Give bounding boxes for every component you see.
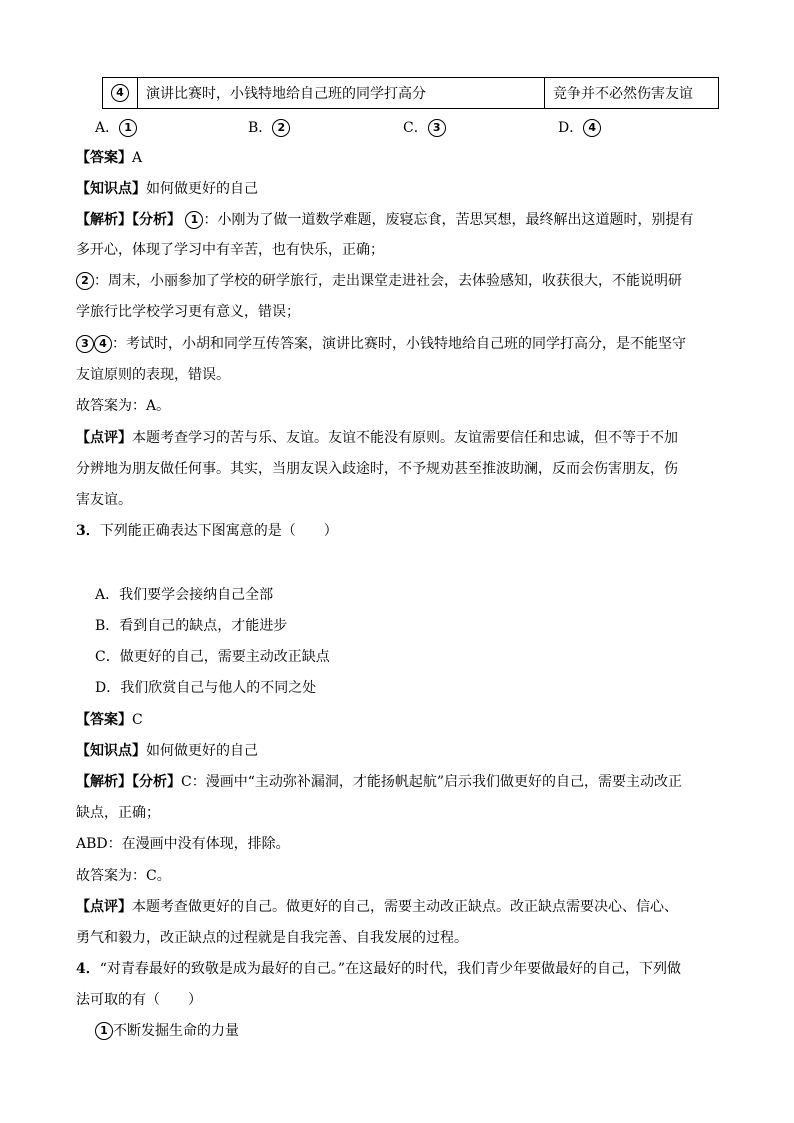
table-row bbox=[103, 78, 719, 109]
q2-analysis-line-3: 2 ：周末，小丽参加了学校的研学旅行，走出课堂走进社会，去体验感知，收获很大，不能说明研 bbox=[76, 271, 682, 291]
row-number-cell bbox=[103, 78, 138, 109]
q4-stem-line-1: 4．“对青春最好的致敬是成为最好的自己。”在这最好的时代，我们青少年要做最好的自己，下列做 bbox=[76, 961, 682, 977]
q2-comment-line-2: 分辨地为朋友做任何事。其实，当朋友误入歧途时，不予规劝甚至推波助澜，反而会伤害朋友，伤 bbox=[76, 461, 678, 477]
q2-analysis-line-4: 学旅行比学校学习更有意义，错误； bbox=[76, 304, 300, 320]
q3-knowledge-point: 【知识点】如何做更好的自己 bbox=[76, 743, 258, 759]
q3-stem: 3．下列能正确表达下图寓意的是（ ） bbox=[76, 523, 338, 539]
q3-comment-line-1: 【点评】本题考查做更好的自己。做更好的自己，需要主动改正缺点。改正缺点需要决心、信心、 bbox=[76, 899, 678, 915]
q2-comment-line-3: 害友谊。 bbox=[76, 492, 132, 508]
circled-number: 1 bbox=[119, 119, 137, 137]
choice-a: A． 1 bbox=[95, 117, 137, 137]
q3-analysis-line-3: ABD：在漫画中没有体现，排除。 bbox=[76, 836, 290, 852]
options-table bbox=[102, 77, 719, 109]
q3-analysis-line-2: 缺点，正确； bbox=[76, 805, 160, 821]
q2-analysis-line-1: 【解析】【分析】 1 ：小刚为了做一道数学难题，废寝忘食，苦思冥想，最终解出这道题时，别提有 bbox=[76, 212, 694, 228]
q2-comment-line-1: 【点评】本题考查学习的苦与乐、友谊。友谊不能没有原则。友谊需要信任和忠诚，但不等于不加 bbox=[76, 430, 678, 446]
choice-d: D． 4 bbox=[558, 117, 601, 137]
q2-choices bbox=[95, 117, 655, 137]
choice-c: C． 3 bbox=[403, 117, 446, 137]
circled-number: 3 bbox=[76, 335, 94, 353]
q2-analysis-line-5: 3 4 ：考试时，小胡和同学互传答案，演讲比赛时，小钱特地给自己班的同学打高分，是不能坚守 bbox=[76, 334, 686, 354]
q3-analysis-line-1: 【解析】【分析】C：漫画中“主动弥补漏洞，才能扬帆起航”启示我们做更好的自己，需要主动改正 bbox=[76, 774, 683, 790]
q3-final-answer: 故答案为：C。 bbox=[76, 868, 171, 884]
q3-option-c: C．做更好的自己，需要主动改正缺点 bbox=[95, 649, 330, 665]
q2-knowledge-point: 【知识点】如何做更好的自己 bbox=[76, 181, 258, 197]
circled-number: 3 bbox=[428, 119, 446, 137]
q3-option-b: B．看到自己的缺点，才能进步 bbox=[95, 618, 288, 634]
circled-number: 2 bbox=[76, 272, 94, 290]
q2-answer: 【答案】A bbox=[76, 150, 143, 166]
conclusion-cell: 竞争并不必然伤害友谊 bbox=[545, 78, 719, 109]
q4-item-1: 1 不断发掘生命的力量 bbox=[95, 1021, 239, 1041]
choice-b: B． 2 bbox=[248, 117, 290, 137]
circled-number: 2 bbox=[272, 119, 290, 137]
q2-final-answer: 故答案为：A。 bbox=[76, 398, 171, 414]
q3-option-d: D．我们欣赏自己与他人的不同之处 bbox=[95, 680, 317, 696]
q3-option-a: A．我们要学会接纳自己全部 bbox=[95, 587, 274, 603]
scenario-cell: 演讲比赛时，小钱特地给自己班的同学打高分 bbox=[138, 78, 545, 109]
circled-number: 4 bbox=[583, 119, 601, 137]
circled-number: 4 bbox=[94, 335, 112, 353]
circled-number: 1 bbox=[185, 211, 203, 229]
circled-number: 1 bbox=[95, 1022, 113, 1040]
q2-analysis-line-6: 友谊原则的表现，错误。 bbox=[76, 367, 230, 383]
q4-stem-line-2: 法可取的有（ ） bbox=[76, 992, 202, 1008]
q2-analysis-line-2: 多开心，体现了学习中有辛苦，也有快乐，正确； bbox=[76, 242, 384, 258]
q3-comment-line-2: 勇气和毅力，改正缺点的过程就是自我完善、自我发展的过程。 bbox=[76, 930, 468, 946]
q3-answer: 【答案】C bbox=[76, 712, 143, 728]
circled-number: 4 bbox=[111, 84, 129, 102]
